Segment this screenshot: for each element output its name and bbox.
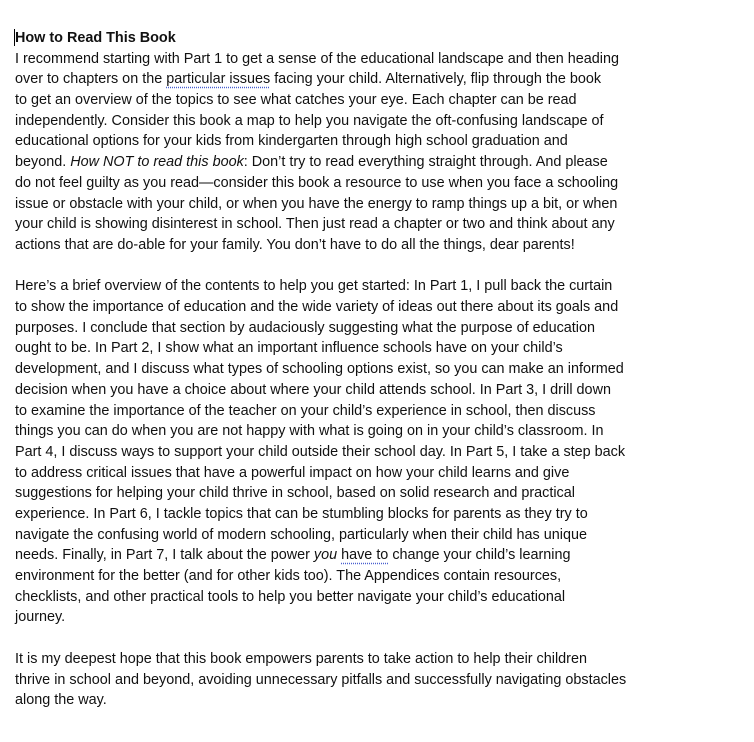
section-heading: How to Read This Book [15, 30, 176, 46]
text-line: to show the importance of education and the wide variety of ideas out there about its goals and [15, 299, 619, 316]
text-line: things you can do when you are not happy with what is going on in your child’s classroom. In [15, 423, 604, 440]
text-line: experience. In Part 6, I tackle topics that can be stumbling blocks for parents as they try to [15, 505, 588, 522]
text-run: beyond. [15, 154, 67, 171]
text-line: to examine the importance of the teacher on your child’s experience in school, then discuss [15, 402, 596, 419]
text-line: thrive in school and beyond, avoiding unnecessary pitfalls and successfully navigating obstacles [15, 671, 627, 688]
text-line: actions that are do-able for your family. You don’t have to do all the things, dear parents! [15, 236, 575, 253]
text-line: I recommend starting with Part 1 to get a sense of the educational landscape and then heading [15, 50, 619, 67]
italic-phrase: you [313, 547, 338, 564]
text-line: to get an overview of the topics to see what catches your eye. Each chapter can be read [15, 92, 577, 109]
text-line: journey. [15, 609, 66, 626]
paragraph-closing [15, 649, 626, 711]
text-line: checklists, and other practical tools to help you better navigate your child’s educational [15, 588, 566, 605]
text-run: over to chapters on the [15, 71, 163, 88]
text-line: decision when you have a choice about where your child attends school. In Part 3, I drill down [15, 381, 611, 398]
text-line [15, 69, 619, 90]
italic-phrase: How NOT to read this book [70, 154, 244, 171]
paragraph-how-to-read [15, 49, 619, 256]
text-line: educational options for your kids from kindergarten through high school graduation and [15, 133, 568, 150]
text-line: It is my deepest hope that this book empowers parents to take action to help their children [15, 650, 587, 667]
text-line: along the way. [15, 692, 107, 709]
text-line: development, and I discuss what types of schooling options exist, so you can make an informed [15, 361, 624, 378]
text-line: issue or obstacle with your child, or when you have the energy to ramp things up a bit, or when [15, 195, 618, 212]
text-run: : Don’t try to read everything straight through. And please [243, 154, 608, 171]
grammar-suggestion[interactable]: particular issues [166, 71, 271, 88]
text-line [15, 545, 625, 566]
text-run: needs. Finally, in Part 7, I talk about the power [15, 547, 310, 564]
text-line: do not feel guilty as you read—consider this book a resource to use when you face a schooling [15, 174, 619, 191]
text-run: facing your child. Alternatively, flip through the book [274, 71, 602, 88]
paragraph-overview [15, 276, 625, 628]
text-line: Part 4, I discuss ways to support your child outside their school day. In Part 5, I take a step back [15, 443, 626, 460]
text-line: independently. Consider this book a map to help you navigate the oft-confusing landscape of [15, 112, 604, 129]
text-line: to address critical issues that have a powerful impact on how your child learns and give [15, 464, 570, 481]
text-line: your child is showing disinterest in school. Then just read a chapter or two and think about any [15, 216, 615, 233]
text-line [15, 152, 619, 173]
text-line: Here’s a brief overview of the contents to help you get started: In Part 1, I pull back the curtain [15, 278, 613, 295]
grammar-suggestion[interactable]: have to [341, 547, 389, 564]
text-line: ought to be. In Part 2, I show what an important influence schools have on your child’s [15, 340, 563, 357]
text-line: suggestions for helping your child thrive in school, based on solid research and practical [15, 485, 575, 502]
text-line: environment for the better (and for other kids too). The Appendices contain resources, [15, 568, 562, 585]
text-line: purposes. I conclude that section by audaciously suggesting what the purpose of education [15, 319, 596, 336]
text-run: change your child’s learning [392, 547, 571, 564]
text-line: navigate the confusing world of modern schooling, particularly when their child has unique [15, 526, 587, 543]
